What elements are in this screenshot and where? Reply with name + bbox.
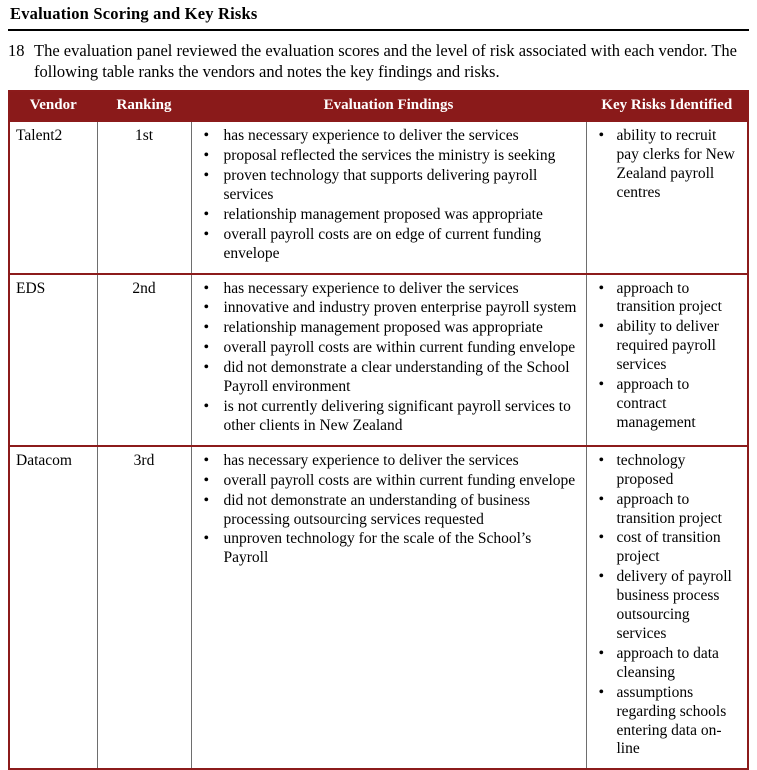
- list-item: • ability to recruit pay clerks for New Zealand payroll centres: [593, 127, 742, 203]
- list-item: • delivery of payroll business process outsourcing services: [593, 568, 742, 644]
- paragraph-number: 18: [8, 41, 25, 60]
- cell-findings: [191, 121, 586, 273]
- table-row: [9, 274, 748, 446]
- risks-list: [593, 452, 742, 760]
- list-item: • cost of transition project: [593, 529, 742, 567]
- cell-findings: [191, 274, 586, 446]
- list-item: • approach to transition project: [593, 280, 742, 318]
- evaluation-table: [8, 90, 749, 770]
- list-item: • is not currently delivering significant payroll services to other clients in New Zealand: [198, 398, 580, 436]
- list-item: • proven technology that supports delivering payroll services: [198, 167, 580, 205]
- list-item: • did not demonstrate an understanding of business processing outsourcing services requested: [198, 492, 580, 530]
- cell-key-risks: [586, 446, 748, 770]
- findings-list: [198, 127, 580, 263]
- list-item: • has necessary experience to deliver the services: [198, 452, 580, 471]
- table-header-row: [9, 91, 748, 121]
- paragraph-text: The evaluation panel reviewed the evaluation scores and the level of risk associated with each vendor. The following table ranks the vendors and notes the key findings and risks.: [34, 41, 737, 82]
- cell-findings: [191, 446, 586, 770]
- page-title: Evaluation Scoring and Key Risks: [8, 0, 749, 31]
- list-item: • ability to deliver required payroll services: [593, 318, 742, 375]
- list-item: • overall payroll costs are within current funding envelope: [198, 472, 580, 491]
- cell-vendor: Talent2: [9, 121, 97, 273]
- list-item: • technology proposed: [593, 452, 742, 490]
- column-header-ranking: Ranking: [97, 91, 191, 121]
- list-item: • did not demonstrate a clear understanding of the School Payroll environment: [198, 359, 580, 397]
- list-item: • relationship management proposed was appropriate: [198, 319, 580, 338]
- list-item: • overall payroll costs are on edge of current funding envelope: [198, 226, 580, 264]
- paragraph-18: [8, 40, 749, 82]
- findings-list: [198, 452, 580, 568]
- list-item: • overall payroll costs are within current funding envelope: [198, 339, 580, 358]
- cell-key-risks: [586, 274, 748, 446]
- list-item: • unproven technology for the scale of the School’s Payroll: [198, 530, 580, 568]
- findings-list: [198, 280, 580, 436]
- cell-vendor: EDS: [9, 274, 97, 446]
- list-item: • approach to transition project: [593, 491, 742, 529]
- list-item: • has necessary experience to deliver the services: [198, 280, 580, 299]
- table-row: [9, 121, 748, 273]
- cell-ranking: 1st: [97, 121, 191, 273]
- table-row: [9, 446, 748, 770]
- list-item: • approach to data cleansing: [593, 645, 742, 683]
- list-item: • has necessary experience to deliver the services: [198, 127, 580, 146]
- cell-key-risks: [586, 121, 748, 273]
- cell-ranking: 2nd: [97, 274, 191, 446]
- column-header-evaluation-findings: Evaluation Findings: [191, 91, 586, 121]
- list-item: • assumptions regarding schools entering data on-line: [593, 684, 742, 760]
- list-item: • innovative and industry proven enterprise payroll system: [198, 299, 580, 318]
- list-item: • proposal reflected the services the ministry is seeking: [198, 147, 580, 166]
- risks-list: [593, 280, 742, 433]
- list-item: • approach to contract management: [593, 376, 742, 433]
- risks-list: [593, 127, 742, 203]
- column-header-key-risks: Key Risks Identified: [586, 91, 748, 121]
- cell-vendor: Datacom: [9, 446, 97, 770]
- list-item: • relationship management proposed was appropriate: [198, 206, 580, 225]
- column-header-vendor: Vendor: [9, 91, 97, 121]
- cell-ranking: 3rd: [97, 446, 191, 770]
